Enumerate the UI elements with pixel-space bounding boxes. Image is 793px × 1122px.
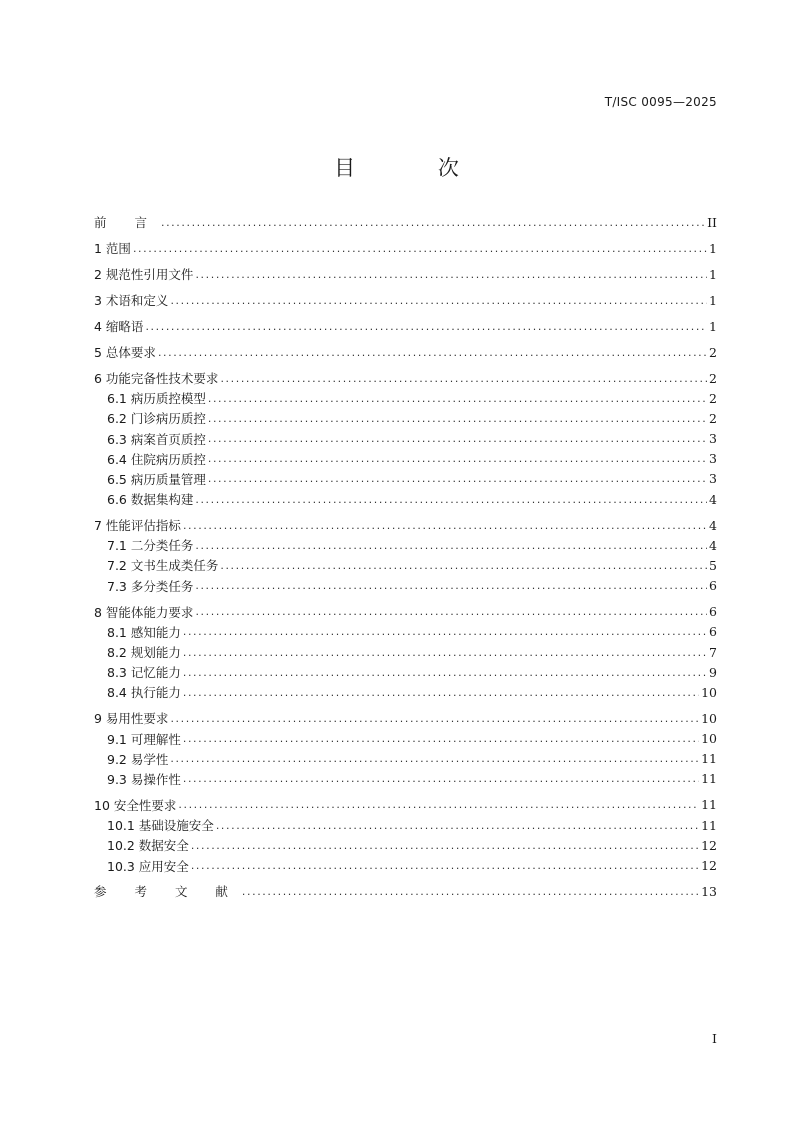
toc-dot-leader xyxy=(183,646,707,659)
toc-dot-leader xyxy=(183,625,707,638)
toc-entry-label: 4 缩略语 xyxy=(94,319,144,335)
toc-entry-label: 1 范围 xyxy=(94,241,131,257)
toc-subentry[interactable] xyxy=(94,662,717,682)
toc-page-number: 11 xyxy=(701,771,717,787)
toc-subentry[interactable] xyxy=(94,576,717,596)
toc-entry[interactable] xyxy=(94,795,717,815)
toc-entry-label: 6.6 数据集构建 xyxy=(107,492,194,508)
toc-entry-label: 7 性能评估指标 xyxy=(94,518,181,534)
toc-dot-leader xyxy=(191,859,699,872)
toc-dot-leader xyxy=(195,268,707,281)
toc-entry-label: 6 功能完备性技术要求 xyxy=(94,371,219,386)
toc-dot-leader xyxy=(208,472,707,485)
toc-page-number: II xyxy=(707,214,717,230)
toc-entry-label: 6.3 病案首页质控 xyxy=(107,431,206,447)
toc-entry-label: 9 易用性要求 xyxy=(94,711,169,727)
toc-entry-label: 7.2 文书生成类任务 xyxy=(107,558,219,574)
toc-entry-label: 6.2 门诊病历质控 xyxy=(107,411,206,427)
toc-dot-leader xyxy=(170,294,707,307)
toc-entry-label: 10.1 基础设施安全 xyxy=(107,818,214,834)
toc-page-number: 1 xyxy=(709,240,717,256)
toc-page-number: 4 xyxy=(709,491,717,507)
toc-subentry[interactable] xyxy=(94,469,717,489)
page-number: I xyxy=(712,1031,717,1046)
toc-subentry[interactable] xyxy=(94,428,717,448)
toc-subentry[interactable] xyxy=(94,388,717,408)
toc-dot-leader xyxy=(242,885,699,898)
toc-entry-label: 前 言 xyxy=(94,215,159,231)
toc-entry-label: 9.1 可理解性 xyxy=(107,731,181,747)
toc-dot-leader xyxy=(208,432,707,445)
toc-dot-leader xyxy=(191,839,699,852)
toc-page-number: 6 xyxy=(709,624,717,640)
toc-dot-leader xyxy=(161,216,705,229)
toc-dot-leader xyxy=(158,346,707,359)
toc-page-number: 4 xyxy=(709,537,717,553)
toc-dot-leader xyxy=(195,539,707,552)
toc-subentry[interactable] xyxy=(94,642,717,662)
toc-entry[interactable] xyxy=(94,368,717,388)
toc-dot-leader xyxy=(195,579,707,592)
toc-dot-leader xyxy=(208,412,707,425)
toc-entry-label: 10.3 应用安全 xyxy=(107,858,189,874)
toc-subentry[interactable] xyxy=(94,555,717,575)
toc-entry-label: 6.5 病历质量管理 xyxy=(107,471,206,487)
toc-page-number: 2 xyxy=(709,344,717,360)
toc-page-number: 11 xyxy=(701,817,717,833)
toc-page-number: 12 xyxy=(701,858,717,873)
toc-subentry[interactable] xyxy=(94,855,717,875)
toc-dot-leader xyxy=(183,666,707,679)
toc-page-number: 10 xyxy=(701,731,717,747)
table-of-contents xyxy=(94,212,717,902)
toc-subentry[interactable] xyxy=(94,749,717,769)
toc-page-number: 10 xyxy=(701,684,717,700)
toc-entry[interactable] xyxy=(94,515,717,535)
toc-page-number: 3 xyxy=(709,451,717,467)
toc-entry-label: 参 考 文 献 xyxy=(94,884,240,900)
toc-entry[interactable] xyxy=(94,708,717,728)
toc-page-number: 1 xyxy=(709,292,717,308)
toc-entry-label: 7.3 多分类任务 xyxy=(107,578,194,594)
toc-dot-leader xyxy=(220,559,707,572)
toc-dot-leader xyxy=(170,712,699,725)
toc-page-number: 5 xyxy=(709,557,717,573)
toc-page-number: 2 xyxy=(709,370,717,386)
toc-page-number: 1 xyxy=(709,266,717,282)
toc-subentry[interactable] xyxy=(94,449,717,469)
toc-page-number: 10 xyxy=(701,710,717,726)
toc-entry[interactable] xyxy=(94,264,717,284)
toc-dot-leader xyxy=(208,452,707,465)
toc-subentry[interactable] xyxy=(94,769,717,789)
toc-entry-label: 6.4 住院病历质控 xyxy=(107,451,206,467)
toc-dot-leader xyxy=(195,493,707,506)
toc-page-number: 9 xyxy=(709,664,717,680)
toc-entry[interactable] xyxy=(94,602,717,622)
toc-entry-label: 2 规范性引用文件 xyxy=(94,267,194,283)
toc-dot-leader xyxy=(220,372,707,385)
toc-entry[interactable] xyxy=(94,342,717,362)
toc-page-number: 3 xyxy=(709,431,717,447)
toc-subentry[interactable] xyxy=(94,682,717,702)
toc-page-number: 13 xyxy=(701,883,717,899)
toc-dot-leader xyxy=(183,772,699,785)
toc-dot-leader xyxy=(208,392,707,405)
toc-entry[interactable] xyxy=(94,238,717,258)
toc-entry[interactable] xyxy=(94,212,717,232)
toc-page-number: 2 xyxy=(709,410,717,426)
toc-entry-label: 8.2 规划能力 xyxy=(107,645,181,661)
page-title: 目 次 xyxy=(334,156,497,180)
toc-page-number: 2 xyxy=(709,390,717,406)
toc-subentry[interactable] xyxy=(94,835,717,855)
toc-page-number: 4 xyxy=(709,517,717,533)
toc-dot-leader xyxy=(183,519,707,532)
document-code: T/ISC 0095—2025 xyxy=(604,95,717,109)
toc-entry-label: 8.1 感知能力 xyxy=(107,624,181,640)
toc-dot-leader xyxy=(183,732,699,745)
toc-dot-leader xyxy=(170,752,699,765)
toc-entry-label: 9.2 易学性 xyxy=(107,751,169,767)
toc-page-number: 12 xyxy=(701,837,717,853)
toc-entry-label: 3 术语和定义 xyxy=(94,293,169,309)
toc-subentry[interactable] xyxy=(94,408,717,428)
toc-page-number: 11 xyxy=(701,751,717,767)
toc-subentry[interactable] xyxy=(94,815,717,835)
toc-dot-leader xyxy=(133,242,707,255)
toc-subentry[interactable] xyxy=(94,489,717,509)
toc-entry-label: 9.3 易操作性 xyxy=(107,771,181,787)
toc-entry-label: 5 总体要求 xyxy=(94,345,156,361)
toc-page-number: 1 xyxy=(709,318,717,334)
toc-dot-leader xyxy=(178,798,699,811)
toc-entry-label: 7.1 二分类任务 xyxy=(107,538,194,554)
toc-entry-label: 10.2 数据安全 xyxy=(107,838,189,854)
toc-entry-label: 6.1 病历质控模型 xyxy=(107,391,206,407)
toc-entry[interactable] xyxy=(94,316,717,336)
toc-entry-label: 8.4 执行能力 xyxy=(107,685,181,701)
toc-page-number: 11 xyxy=(701,797,717,813)
toc-page-number: 3 xyxy=(709,471,717,487)
toc-subentry[interactable] xyxy=(94,728,717,748)
toc-page-number: 6 xyxy=(709,578,717,594)
toc-entry[interactable] xyxy=(94,290,717,310)
toc-subentry[interactable] xyxy=(94,535,717,555)
toc-entry-label: 10 安全性要求 xyxy=(94,797,177,813)
toc-dot-leader xyxy=(195,605,707,618)
toc-entry[interactable] xyxy=(94,881,717,901)
toc-entry-label: 8.3 记忆能力 xyxy=(107,665,181,681)
toc-dot-leader xyxy=(145,320,707,333)
toc-subentry[interactable] xyxy=(94,622,717,642)
toc-entry-label: 8 智能体能力要求 xyxy=(94,604,194,620)
toc-dot-leader xyxy=(183,686,699,699)
toc-page-number: 7 xyxy=(709,644,717,660)
toc-dot-leader xyxy=(216,819,699,832)
toc-page-number: 6 xyxy=(709,604,717,620)
